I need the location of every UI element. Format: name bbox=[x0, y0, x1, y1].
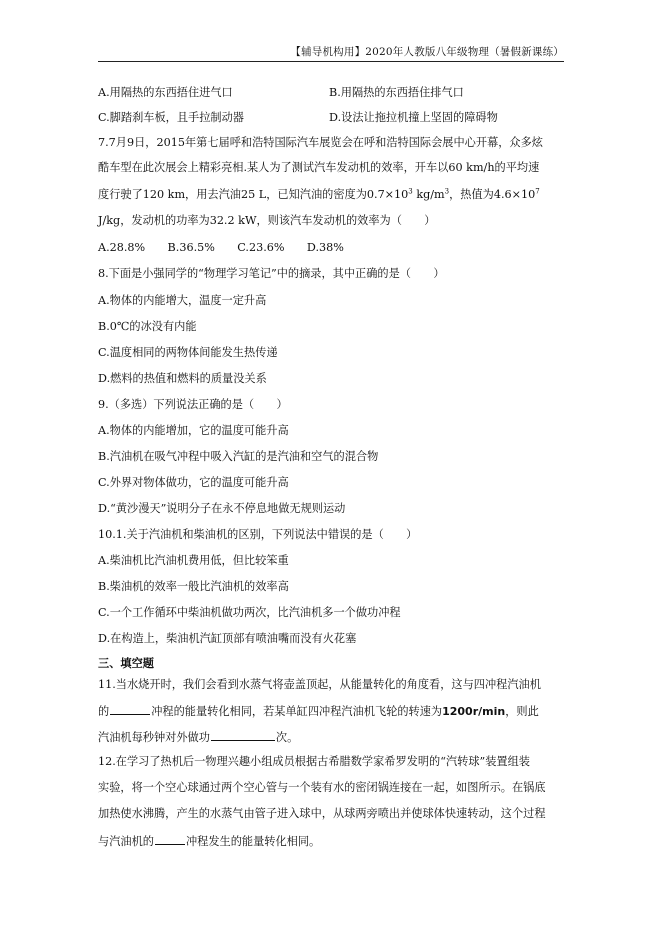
q11-blank-1[interactable] bbox=[110, 703, 150, 715]
q7-line-3-post: ，热值为4.6×10 bbox=[449, 188, 536, 201]
q11-rpm-value: 1200r/min bbox=[442, 705, 506, 718]
q7-line-3-mid: kg/m bbox=[412, 188, 445, 201]
q7-sup-2: 3 bbox=[444, 187, 450, 196]
q8-option-a: A.物体的内能增大，温度一定升高 bbox=[98, 294, 267, 307]
q12-line-2: 实验，将一个空心球通过两个空心管与一个装有水的密闭锅连接在一起，如图所示。在锅底 bbox=[98, 781, 546, 794]
q11-line-2 bbox=[98, 703, 539, 719]
q11-line-3 bbox=[98, 729, 298, 745]
q10-stem: 10.1.关于汽油机和柴油机的区别，下列说法中错误的是（ ） bbox=[98, 528, 418, 541]
prev-option-b: B.用隔热的东西捂住排气口 bbox=[329, 86, 464, 99]
header-rule bbox=[98, 61, 564, 62]
q11-line-2-mid: 冲程的能量转化相同，若某单缸四冲程汽油机飞轮的转速为 bbox=[151, 705, 443, 718]
q10-option-c: C.一个工作循环中柴油机做功两次，比汽油机多一个做功冲程 bbox=[98, 606, 401, 619]
q7-line-2: 酷车型在此次展会上精彩亮相.某人为了测试汽车发动机的效率，开车以60 km/h的平均速 bbox=[98, 161, 540, 174]
q12-line-4 bbox=[98, 833, 320, 849]
q11-line-2-pre: 的 bbox=[98, 705, 110, 718]
q8-stem: 8.下面是小强同学的“物理学习笔记”中的摘录，其中正确的是（ ） bbox=[98, 267, 445, 280]
q7-options: A.28.8% B.36.5% C.23.6% D.38% bbox=[98, 241, 344, 254]
q8-option-c: C.温度相同的两物体间能发生热传递 bbox=[98, 346, 278, 359]
prev-option-a: A.用隔热的东西捂住进气口 bbox=[98, 86, 233, 99]
q10-option-a: A.柴油机比汽油机费用低，但比较笨重 bbox=[98, 554, 289, 567]
q11-line-3-post: 次。 bbox=[275, 731, 299, 744]
q9-option-b: B.汽油机在吸气冲程中吸入汽缸的是汽油和空气的混合物 bbox=[98, 450, 379, 463]
q12-line-3: 加热使水沸腾，产生的水蒸气由管子进入球中，从球两旁喷出并使球体快速转动，这个过程 bbox=[98, 807, 546, 820]
q7-sup-3: 7 bbox=[535, 187, 540, 196]
section-title-fill-in: 三、填空题 bbox=[98, 656, 154, 670]
q9-stem: 9.（多选）下列说法正确的是（ ） bbox=[98, 398, 288, 411]
q10-option-b: B.柴油机的效率一般比汽油机的效率高 bbox=[98, 580, 289, 593]
q9-option-d: D.“黄沙漫天”说明分子在永不停息地做无规则运动 bbox=[98, 502, 346, 515]
q12-line-4-pre: 与汽油机的 bbox=[98, 835, 154, 848]
q11-line-2-post: ，则此 bbox=[505, 705, 539, 718]
q7-line-1: 7.7月9日，2015年第七届呼和浩特国际汽车展览会在呼和浩特国际会展中心开幕，众多炫 bbox=[98, 136, 543, 149]
page-header: 【辅导机构用】2020年人教版八年级物理（暑假新课练） bbox=[290, 46, 564, 58]
q7-line-3 bbox=[98, 188, 540, 202]
prev-option-c: C.脚踏刹车板，且手拉制动器 bbox=[98, 111, 244, 124]
q9-option-c: C.外界对物体做功，它的温度可能升高 bbox=[98, 476, 289, 489]
q12-line-1: 12.在学习了热机后一物理兴趣小组成员根据古希腊数学家希罗发明的“汽转球”装置组装 bbox=[98, 755, 530, 768]
q7-line-4: J/kg，发动机的功率为32.2 kW，则该汽车发动机的效率为（ ） bbox=[98, 214, 436, 227]
q8-option-d: D.燃料的热值和燃料的质量没关系 bbox=[98, 372, 267, 385]
q8-option-b: B.0℃的冰没有内能 bbox=[98, 320, 197, 333]
q12-blank-1[interactable] bbox=[155, 833, 185, 845]
q9-option-a: A.物体的内能增加，它的温度可能升高 bbox=[98, 424, 289, 437]
q12-line-4-post: 冲程发生的能量转化相同。 bbox=[185, 835, 321, 848]
q10-option-d: D.在构造上，柴油机汽缸顶部有喷油嘴而没有火花塞 bbox=[98, 632, 357, 645]
q11-line-1: 11.当水烧开时，我们会看到水蒸气将壶盖顶起，从能量转化的角度看，这与四冲程汽油机 bbox=[98, 678, 541, 691]
q11-blank-2[interactable] bbox=[211, 729, 275, 741]
prev-option-d: D.设法让拖拉机撞上坚固的障碍物 bbox=[329, 111, 498, 124]
q7-line-3-pre: 度行驶了120 km，用去汽油25 L，已知汽油的密度为0.7×10 bbox=[98, 188, 409, 201]
q11-line-3-pre: 汽油机每秒钟对外做功 bbox=[98, 731, 210, 744]
q7-sup-1: 3 bbox=[408, 187, 413, 196]
